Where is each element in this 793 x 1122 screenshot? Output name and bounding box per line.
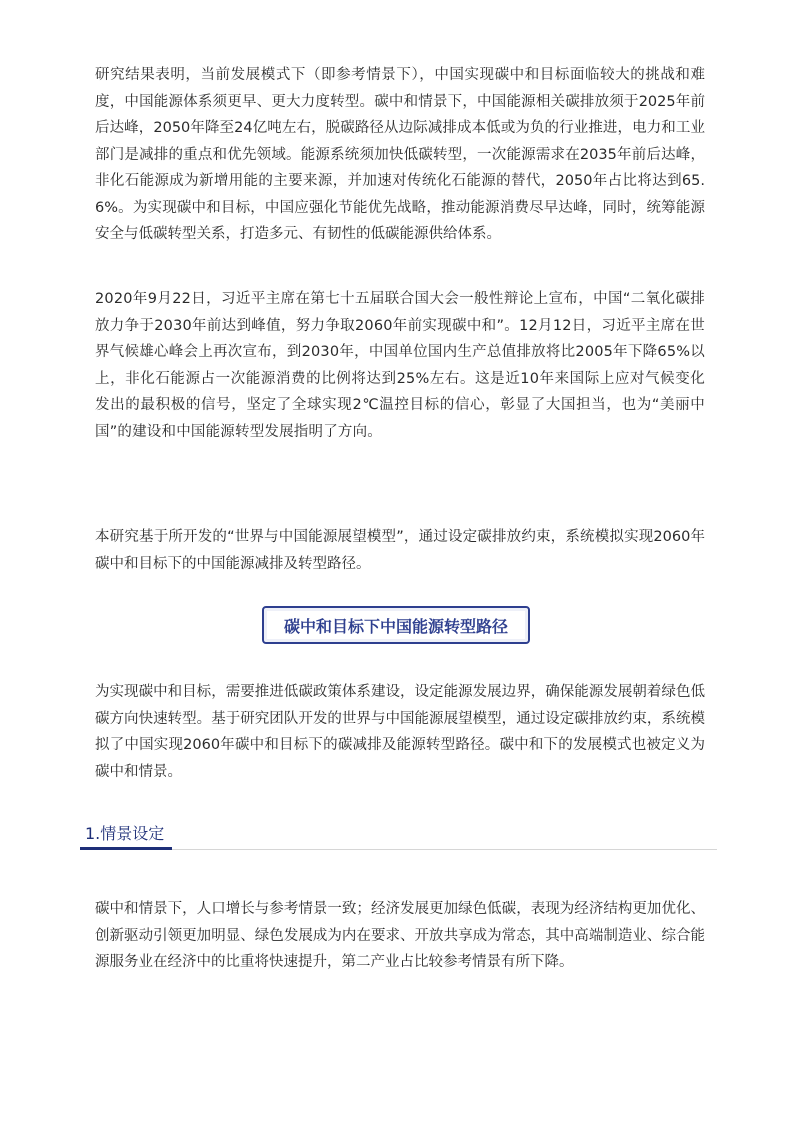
subsection-title: 1.情景设定	[85, 824, 165, 843]
paragraph-transition-intro: 为实现碳中和目标，需要推进低碳政策体系建设，设定能源发展边界，确保能源发展朝着绿色低碳方向快速转型。基于研究团队开发的世界与中国能源展望模型，通过设定碳排放约束，系统模拟了中国实现2060年碳中和目标下的碳减排及能源转型路径。碳中和下的发展模式也被定义为碳中和情景。	[95, 684, 705, 780]
paragraph-carbon-pledge: 2020年9月22日，习近平主席在第七十五届联合国大会一般性辩论上宣布，中国“二氧化碳排放力争于2030年前达到峰值，努力争取2060年前实现碳中和”。12月12日，习近平主席在世界气候雄心峰会上再次宣布，到2030年，中国单位国内生产总值排放将比2005年下降65%以上，非化石能源占一次能源消费的比例将达到25%左右。这是近10年来国际上应对气候变化发出的最积极的信号，坚定了全球实现2℃温控目标的信心，彰显了大国担当，也为“美丽中国”的建设和中国能源转型发展指明了方向。	[95, 291, 705, 440]
paragraph-study-basis: 本研究基于所开发的“世界与中国能源展望模型”，通过设定碳排放约束，系统模拟实现2060年碳中和目标下的中国能源减排及转型路径。	[95, 529, 705, 572]
paragraph-scenario-settings: 碳中和情景下，人口增长与参考情景一致；经济发展更加绿色低碳，表现为经济结构更加优化、创新驱动引领更加明显、绿色发展成为内在要求、开放共享成为常态，其中高端制造业、综合能源服务业在经济中的比重将快速提升，第二产业占比较参考情景有所下降。	[95, 901, 705, 970]
section-title-box	[262, 606, 530, 644]
paragraph-research-findings: 研究结果表明，当前发展模式下（即参考情景下），中国实现碳中和目标面临较大的挑战和难度，中国能源体系须更早、更大力度转型。碳中和情景下，中国能源相关碳排放须于2025年前后达峰，2050年降至24亿吨左右，脱碳路径从边际减排成本低或为负的行业推进，电力和工业部门是减排的重点和优先领域。能源系统须加快低碳转型，一次能源需求在2035年前后达峰，非化石能源成为新增用能的主要来源，并加速对传统化石能源的替代，2050年占比将达到65.6%。为实现碳中和目标，中国应强化节能优先战略，推动能源消费尽早达峰，同时，统筹能源安全与低碳转型关系，打造多元、有韧性的低碳能源供给体系。	[95, 67, 705, 242]
subsection-accent-bar	[80, 847, 172, 850]
subsection-divider	[80, 849, 717, 850]
section-title: 碳中和目标下中国能源转型路径	[283, 618, 508, 636]
subsection-heading	[80, 823, 720, 853]
